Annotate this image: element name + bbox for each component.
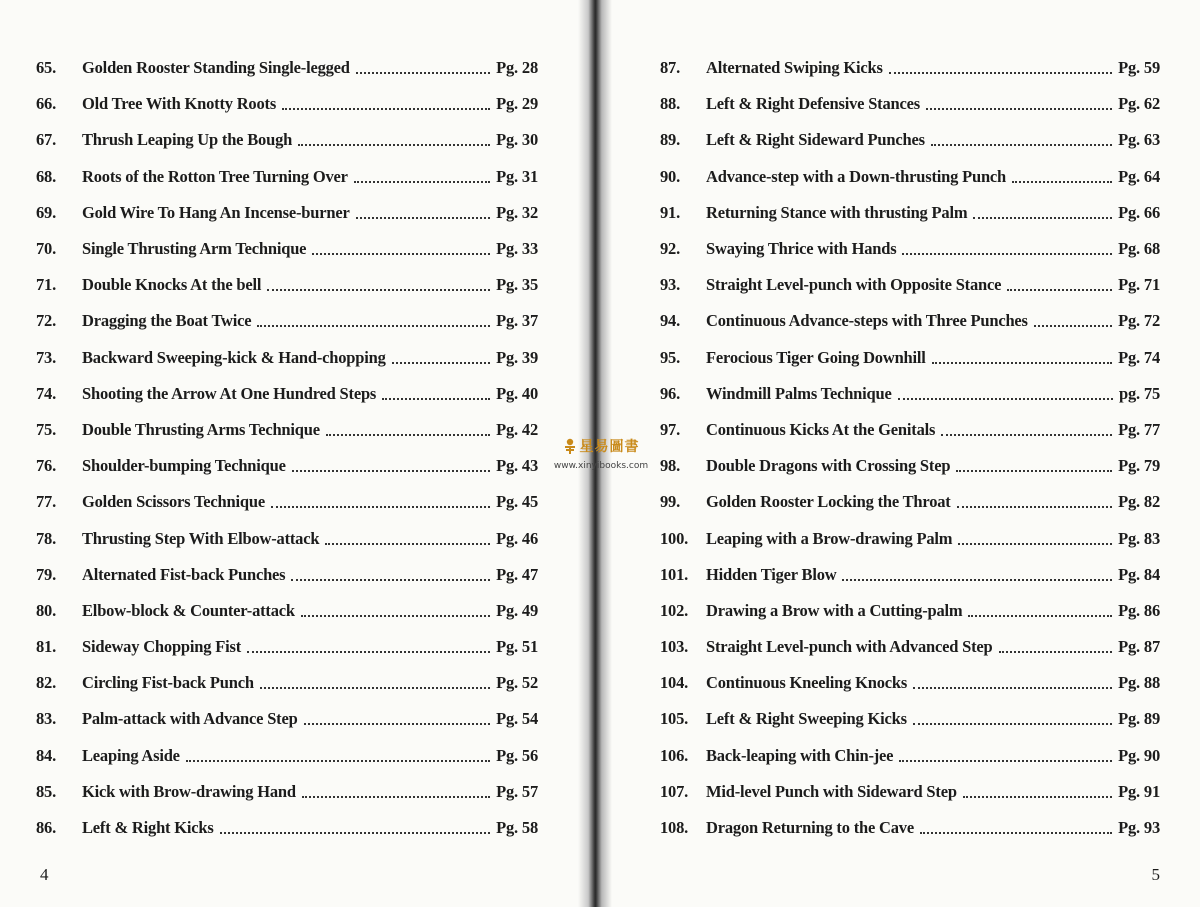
entry-number: 92. (660, 239, 681, 259)
entry-title: Continuous Advance-steps with Three Punches (706, 311, 1028, 331)
toc-entry (604, 50, 1200, 86)
entry-number: 81. (36, 637, 57, 657)
entry-number: 86. (36, 818, 57, 838)
entry-page-ref: Pg. 86 (1118, 600, 1160, 620)
toc-entry (0, 774, 592, 810)
entry-title: Ferocious Tiger Going Downhill (706, 347, 926, 367)
toc-entry (0, 50, 592, 86)
entry-page-ref: Pg. 87 (1118, 637, 1160, 657)
entry-number: 66. (36, 94, 57, 114)
entry-number: 90. (660, 166, 681, 186)
entry-number: 95. (660, 347, 681, 367)
toc-entry (604, 774, 1200, 810)
entry-number: 97. (660, 419, 681, 439)
entry-page-ref: Pg. 71 (1118, 275, 1160, 295)
toc-entry (604, 593, 1200, 629)
dot-leader (926, 108, 1112, 110)
toc-entry (0, 448, 592, 484)
entry-title: Swaying Thrice with Hands (706, 239, 897, 259)
entry-title: Sideway Chopping Fist (82, 637, 242, 657)
entry-number: 91. (660, 202, 681, 222)
entry-page-ref: Pg. 68 (1118, 239, 1160, 259)
entry-title: Shoulder-bumping Technique (82, 456, 286, 476)
entry-page-ref: pg. 75 (1119, 383, 1160, 403)
entry-title: Thrush Leaping Up the Bough (82, 130, 293, 150)
entry-page-ref: Pg. 30 (496, 130, 538, 150)
dot-leader (304, 723, 491, 725)
dot-leader (1034, 325, 1112, 327)
toc-entry (0, 412, 592, 448)
dot-leader (325, 543, 490, 545)
dot-leader (271, 506, 490, 508)
dot-leader (356, 217, 491, 219)
entry-title: Palm-attack with Advance Step (82, 709, 298, 729)
entry-page-ref: Pg. 72 (1118, 311, 1160, 331)
entry-number: 89. (660, 130, 681, 150)
entry-number: 67. (36, 130, 57, 150)
entry-title: Gold Wire To Hang An Incense-burner (82, 202, 350, 222)
entry-number: 73. (36, 347, 57, 367)
entry-number: 69. (36, 202, 57, 222)
entry-page-ref: Pg. 89 (1118, 709, 1160, 729)
entry-page-ref: Pg. 46 (496, 528, 538, 548)
dot-leader (247, 651, 490, 653)
dot-leader (999, 651, 1113, 653)
page-number-right: 5 (1151, 865, 1160, 884)
entry-number: 106. (660, 745, 689, 765)
entry-number: 93. (660, 275, 681, 295)
entry-number: 80. (36, 600, 57, 620)
entry-number: 99. (660, 492, 681, 512)
entry-page-ref: Pg. 58 (496, 818, 538, 838)
entry-title: Alternated Fist-back Punches (82, 564, 286, 584)
dot-leader (392, 362, 490, 364)
entry-number: 77. (36, 492, 57, 512)
watermark-site-name: 星易圖書 (579, 439, 640, 455)
entry-page-ref: Pg. 33 (496, 239, 538, 259)
toc-entry (604, 412, 1200, 448)
toc-entry (0, 159, 592, 195)
star-logo-icon (563, 438, 577, 454)
dot-leader (963, 796, 1112, 798)
toc-entry (0, 629, 592, 665)
dot-leader (301, 615, 490, 617)
toc-entry (604, 629, 1200, 665)
entry-page-ref: Pg. 47 (496, 564, 538, 584)
entry-title: Leaping with a Brow-drawing Palm (706, 528, 953, 548)
toc-entry (0, 86, 592, 122)
entry-page-ref: Pg. 62 (1118, 94, 1160, 114)
toc-entry (604, 159, 1200, 195)
publisher-watermark (546, 436, 656, 471)
dot-leader (899, 760, 1112, 762)
entry-number: 88. (660, 94, 681, 114)
toc-entry (0, 665, 592, 701)
entry-page-ref: Pg. 82 (1118, 492, 1160, 512)
entry-number: 85. (36, 781, 57, 801)
dot-leader (968, 615, 1112, 617)
dot-leader (267, 289, 490, 291)
toc-entry (604, 810, 1200, 846)
entry-title: Golden Rooster Standing Single-legged (82, 58, 350, 78)
entry-number: 68. (36, 166, 57, 186)
entry-number: 83. (36, 709, 57, 729)
toc-entry (604, 701, 1200, 737)
dot-leader (973, 217, 1112, 219)
entry-page-ref: Pg. 79 (1118, 456, 1160, 476)
entry-number: 65. (36, 58, 57, 78)
entry-page-ref: Pg. 57 (496, 781, 538, 801)
entry-number: 72. (36, 311, 57, 331)
entry-page-ref: Pg. 42 (496, 419, 538, 439)
toc-entry (604, 267, 1200, 303)
dot-leader (957, 506, 1113, 508)
dot-leader (292, 470, 490, 472)
entry-number: 103. (660, 637, 689, 657)
toc-entry (604, 231, 1200, 267)
dot-leader (291, 579, 490, 581)
entry-title: Straight Level-punch with Opposite Stance (706, 275, 1002, 295)
dot-leader (956, 470, 1112, 472)
entry-title: Continuous Kneeling Knocks (706, 673, 908, 693)
toc-entry (604, 448, 1200, 484)
dot-leader (186, 760, 490, 762)
watermark-logo (563, 436, 640, 456)
entry-page-ref: Pg. 49 (496, 600, 538, 620)
dot-leader (260, 687, 490, 689)
toc-entry (604, 557, 1200, 593)
dot-leader (889, 72, 1112, 74)
entry-title: Single Thrusting Arm Technique (82, 239, 307, 259)
entry-title: Kick with Brow-drawing Hand (82, 781, 296, 801)
entry-number: 87. (660, 58, 681, 78)
toc-entry (604, 520, 1200, 556)
entry-title: Alternated Swiping Kicks (706, 58, 883, 78)
entry-title: Double Knocks At the bell (82, 275, 262, 295)
entry-number: 82. (36, 673, 57, 693)
entry-page-ref: Pg. 28 (496, 58, 538, 78)
entry-number: 101. (660, 564, 689, 584)
toc-list-right (604, 50, 1200, 846)
entry-page-ref: Pg. 31 (496, 166, 538, 186)
toc-entry (0, 340, 592, 376)
entry-number: 79. (36, 564, 57, 584)
dot-leader (220, 832, 491, 834)
entry-number: 102. (660, 600, 689, 620)
dot-leader (958, 543, 1112, 545)
dot-leader (298, 144, 490, 146)
entry-number: 78. (36, 528, 57, 548)
entry-page-ref: Pg. 52 (496, 673, 538, 693)
toc-entry (0, 557, 592, 593)
toc-entry (0, 810, 592, 846)
dot-leader (913, 687, 1112, 689)
entry-page-ref: Pg. 66 (1118, 202, 1160, 222)
entry-title: Golden Scissors Technique (82, 492, 265, 512)
entry-title: Dragon Returning to the Cave (706, 818, 914, 838)
entry-title: Backward Sweeping-kick & Hand-chopping (82, 347, 386, 367)
entry-title: Left & Right Kicks (82, 818, 214, 838)
toc-entry (604, 484, 1200, 520)
entry-title: Double Thrusting Arms Technique (82, 419, 320, 439)
entry-title: Old Tree With Knotty Roots (82, 94, 277, 114)
dot-leader (932, 362, 1112, 364)
dot-leader (898, 398, 1113, 400)
left-page (0, 0, 592, 907)
dot-leader (354, 181, 490, 183)
entry-page-ref: Pg. 59 (1118, 58, 1160, 78)
entry-page-ref: Pg. 90 (1118, 745, 1160, 765)
entry-title: Elbow-block & Counter-attack (82, 600, 295, 620)
entry-number: 75. (36, 419, 57, 439)
dot-leader (326, 434, 490, 436)
dot-leader (941, 434, 1112, 436)
toc-entry (0, 376, 592, 412)
entry-number: 70. (36, 239, 57, 259)
entry-number: 107. (660, 781, 689, 801)
entry-page-ref: Pg. 39 (496, 347, 538, 367)
entry-number: 84. (36, 745, 57, 765)
toc-entry (604, 122, 1200, 158)
entry-number: 100. (660, 528, 689, 548)
dot-leader (1007, 289, 1112, 291)
entry-title: Roots of the Rotton Tree Turning Over (82, 166, 348, 186)
entry-number: 105. (660, 709, 689, 729)
dot-leader (920, 832, 1112, 834)
entry-page-ref: Pg. 91 (1118, 781, 1160, 801)
toc-entry (604, 86, 1200, 122)
dot-leader (1012, 181, 1112, 183)
entry-page-ref: Pg. 83 (1118, 528, 1160, 548)
entry-page-ref: Pg. 29 (496, 94, 538, 114)
entry-title: Advance-step with a Down-thrusting Punch (706, 166, 1007, 186)
entry-number: 76. (36, 456, 57, 476)
toc-entry (604, 303, 1200, 339)
toc-list-left (0, 50, 592, 846)
dot-leader (282, 108, 490, 110)
toc-entry (0, 738, 592, 774)
entry-page-ref: Pg. 40 (496, 383, 538, 403)
entry-number: 94. (660, 311, 681, 331)
entry-page-ref: Pg. 45 (496, 492, 538, 512)
entry-page-ref: Pg. 54 (496, 709, 538, 729)
entry-page-ref: Pg. 32 (496, 202, 538, 222)
entry-title: Back-leaping with Chin-jee (706, 745, 894, 765)
entry-title: Left & Right Defensive Stances (706, 94, 920, 114)
entry-title: Left & Right Sweeping Kicks (706, 709, 907, 729)
entry-title: Golden Rooster Locking the Throat (706, 492, 951, 512)
entry-title: Returning Stance with thrusting Palm (706, 202, 968, 222)
toc-entry (604, 340, 1200, 376)
entry-page-ref: Pg. 64 (1118, 166, 1160, 186)
entry-title: Circling Fist-back Punch (82, 673, 254, 693)
dot-leader (302, 796, 490, 798)
toc-entry (0, 484, 592, 520)
entry-number: 104. (660, 673, 689, 693)
entry-number: 71. (36, 275, 57, 295)
entry-title: Shooting the Arrow At One Hundred Steps (82, 383, 377, 403)
entry-title: Hidden Tiger Blow (706, 564, 837, 584)
entry-title: Continuous Kicks At the Genitals (706, 419, 936, 439)
toc-entry (0, 231, 592, 267)
toc-entry (0, 520, 592, 556)
entry-page-ref: Pg. 51 (496, 637, 538, 657)
toc-entry (0, 122, 592, 158)
entry-title: Leaping Aside (82, 745, 180, 765)
entry-page-ref: Pg. 74 (1118, 347, 1160, 367)
entry-title: Mid-level Punch with Sideward Step (706, 781, 957, 801)
dot-leader (257, 325, 490, 327)
entry-page-ref: Pg. 56 (496, 745, 538, 765)
entry-title: Straight Level-punch with Advanced Step (706, 637, 993, 657)
dot-leader (842, 579, 1112, 581)
entry-number: 98. (660, 456, 681, 476)
entry-page-ref: Pg. 77 (1118, 419, 1160, 439)
watermark-url: www.xinyibooks.com (553, 461, 649, 471)
entry-page-ref: Pg. 35 (496, 275, 538, 295)
entry-page-ref: Pg. 37 (496, 311, 538, 331)
entry-title: Left & Right Sideward Punches (706, 130, 925, 150)
dot-leader (902, 253, 1112, 255)
dot-leader (382, 398, 490, 400)
entry-number: 74. (36, 383, 57, 403)
right-page (604, 0, 1200, 907)
toc-entry (604, 376, 1200, 412)
toc-entry (0, 303, 592, 339)
entry-page-ref: Pg. 63 (1118, 130, 1160, 150)
entry-page-ref: Pg. 84 (1118, 564, 1160, 584)
entry-title: Double Dragons with Crossing Step (706, 456, 951, 476)
entry-number: 108. (660, 818, 689, 838)
dot-leader (312, 253, 490, 255)
dot-leader (931, 144, 1112, 146)
toc-entry (604, 665, 1200, 701)
toc-entry (0, 267, 592, 303)
entry-page-ref: Pg. 88 (1118, 673, 1160, 693)
entry-number: 96. (660, 383, 681, 403)
toc-entry (0, 701, 592, 737)
toc-entry (0, 195, 592, 231)
toc-entry (604, 195, 1200, 231)
entry-title: Dragging the Boat Twice (82, 311, 252, 331)
entry-title: Drawing a Brow with a Cutting-palm (706, 600, 963, 620)
dot-leader (356, 72, 490, 74)
entry-page-ref: Pg. 93 (1118, 818, 1160, 838)
page-number-left: 4 (40, 865, 49, 884)
entry-title: Windmill Palms Technique (706, 383, 892, 403)
entry-title: Thrusting Step With Elbow-attack (82, 528, 320, 548)
entry-page-ref: Pg. 43 (496, 456, 538, 476)
dot-leader (913, 723, 1112, 725)
toc-entry (0, 593, 592, 629)
toc-entry (604, 738, 1200, 774)
